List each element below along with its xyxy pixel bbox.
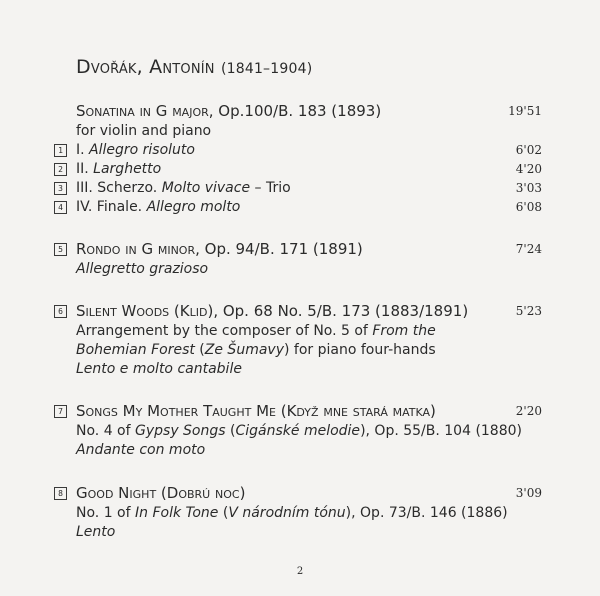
- track-number-box: 2: [54, 163, 67, 176]
- source-text: (: [218, 505, 229, 521]
- movement-tempo: Molto vivace: [161, 180, 251, 196]
- movement-duration: 6'08: [515, 200, 542, 214]
- movement-number: III. Scherzo.: [76, 180, 162, 196]
- work-title: [76, 100, 542, 122]
- work-rondo: [58, 238, 542, 279]
- work-title-main: Sonatina in G major: [76, 102, 209, 120]
- work-title-main: Rondo in G minor: [76, 240, 196, 258]
- source-text: No. 4 of: [76, 423, 135, 439]
- movement-1: [58, 141, 542, 160]
- arrangement-source-czech: Ze Šumavy: [204, 342, 284, 358]
- work-title-main: Songs My Mother Taught Me (Když mne stará matka): [76, 402, 436, 420]
- work-good-night: [58, 482, 542, 542]
- work-tempo: Andante con moto: [76, 442, 206, 458]
- source-text: ), Op. 55/B. 104 (1880): [360, 423, 522, 439]
- composer-name: Dvořák, Antonín: [76, 56, 215, 78]
- work-arrangement: [76, 322, 542, 341]
- source-title-czech: Cigánské melodie: [235, 423, 361, 439]
- work-duration: 7'24: [515, 242, 542, 256]
- movement-duration: 6'02: [515, 143, 542, 157]
- source-text: (: [225, 423, 236, 439]
- work-title: [58, 482, 542, 504]
- work-source: [76, 422, 542, 441]
- movement-tempo: Allegro risoluto: [89, 142, 195, 158]
- work-catalogue: , Op. 94/B. 171 (1891): [195, 240, 363, 258]
- work-catalogue: , Op.100/B. 183 (1893): [208, 102, 382, 120]
- work-arrangement-cont: [76, 341, 542, 360]
- track-number-box: 5: [54, 243, 67, 256]
- movement-3: [58, 179, 542, 198]
- work-duration: 5'23: [515, 304, 542, 318]
- arrangement-text: ) for piano four-hands: [283, 342, 436, 358]
- page-number: 2: [296, 566, 304, 577]
- work-tempo: Lento: [76, 524, 116, 540]
- movement-number: IV. Finale.: [76, 199, 147, 215]
- work-duration: 19'51: [508, 104, 542, 118]
- movement-number: I.: [76, 142, 90, 158]
- movement-tempo: Allegro molto: [146, 199, 241, 215]
- track-number-box: 1: [54, 144, 67, 157]
- work-title: [58, 400, 542, 422]
- track-number-box: 3: [54, 182, 67, 195]
- track-number-box: 7: [54, 405, 67, 418]
- work-source: [76, 504, 542, 523]
- movement-number: II.: [76, 161, 94, 177]
- source-text: ), Op. 73/B. 146 (1886): [345, 505, 508, 521]
- work-title: [58, 300, 542, 322]
- work-duration: 2'20: [515, 404, 542, 418]
- arrangement-source-title: From the: [372, 323, 436, 339]
- source-title-czech: V národním tónu: [228, 505, 346, 521]
- movement-4: [58, 198, 542, 217]
- work-tempo: Allegretto grazioso: [76, 261, 209, 277]
- arrangement-text: Arrangement by the composer of No. 5 of: [76, 323, 373, 339]
- work-instrumentation: for violin and piano: [76, 123, 212, 139]
- work-catalogue: , Op. 68 No. 5/B. 173 (1883/1891): [213, 302, 469, 320]
- track-number-box: 4: [54, 201, 67, 214]
- movement-duration: 4'20: [515, 162, 542, 176]
- work-sonatina: [58, 100, 542, 217]
- track-number-box: 8: [54, 487, 67, 500]
- composer-heading: [76, 56, 312, 78]
- arrangement-source-title: Bohemian Forest: [76, 342, 195, 358]
- work-tempo: Lento e molto cantabile: [76, 361, 242, 377]
- movement-duration: 3'03: [515, 181, 542, 195]
- work-duration: 3'09: [515, 486, 542, 500]
- movement-extra: – Trio: [250, 180, 291, 196]
- movement-2: [58, 160, 542, 179]
- arrangement-text: (: [194, 342, 205, 358]
- source-title: Gypsy Songs: [135, 423, 226, 439]
- work-silent-woods: [58, 300, 542, 379]
- track-number-box: 6: [54, 305, 67, 318]
- movement-tempo: Larghetto: [93, 161, 162, 177]
- source-text: No. 1 of: [76, 505, 135, 521]
- composer-dates: (1841–1904): [220, 61, 313, 77]
- work-title-main: Good Night (Dobrú noc): [76, 484, 246, 502]
- source-title: In Folk Tone: [135, 505, 219, 521]
- work-songs-my-mother: [58, 400, 542, 460]
- work-title-main: Silent Woods (Klid): [76, 302, 214, 320]
- work-title: [58, 238, 542, 260]
